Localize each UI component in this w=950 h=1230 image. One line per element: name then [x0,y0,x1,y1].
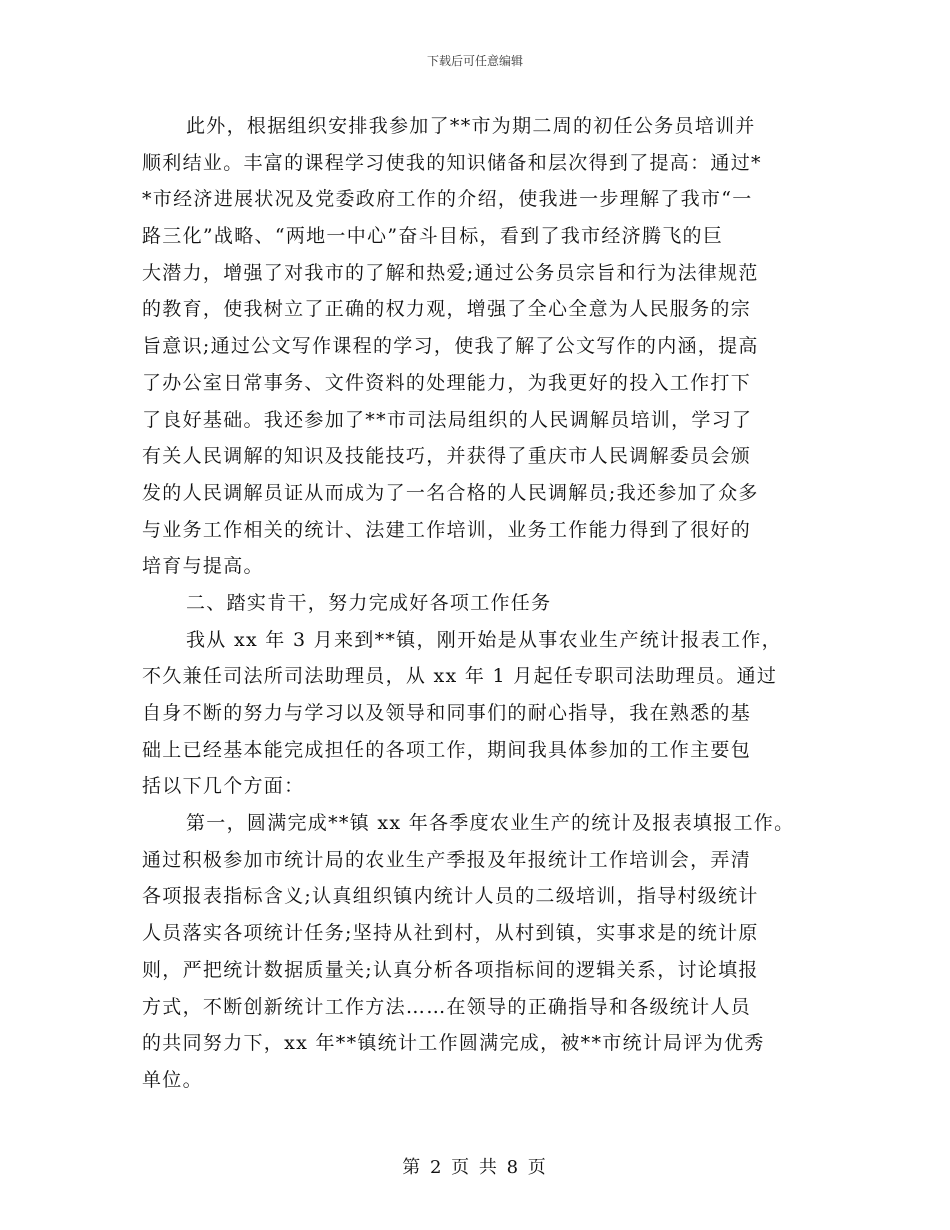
text-line: 则，严把统计数据质量关;认真分析各项指标间的逻辑关系，讨论填报 [142,958,759,981]
text-line: 第一，圆满完成**镇 xx 年各季度农业生产的统计及报表填报工作。 [186,812,795,835]
text-line: 础上已经基本能完成担任的各项工作，期间我具体参加的工作主要包 [142,738,752,761]
page-number: 第 2 页 共 8 页 [402,1157,548,1178]
text-line: 人员落实各项统计任务;坚持从社到村，从村到镇，实事求是的统计原 [142,922,759,945]
text-line: 通过积极参加市统计局的农业生产季报及年报统计工作培训会，弄清 [142,848,752,871]
text-line: *市经济进展状况及党委政府工作的介绍，使我进一步理解了我市“一 [142,188,753,211]
text-line: 括以下几个方面： [142,775,305,798]
text-line: 了良好基础。我还参加了**市司法局组织的人民调解员培训，学习了 [142,408,753,431]
text-line: 的共同努力下，xx 年**镇统计工作圆满完成，被**市统计局评为优秀 [142,1032,765,1055]
text-line: 路三化”战略、“两地一中心”奋斗目标，看到了我市经济腾飞的巨 [142,225,724,248]
text-line: 与业务工作相关的统计、法建工作培训，业务工作能力得到了很好的 [142,518,752,541]
text-line: 各项报表指标含义;认真组织镇内统计人员的二级培训，指导村级统计 [142,885,759,908]
page-header: 下载后可任意编辑 [426,54,523,68]
text-line: 的教育，使我树立了正确的权力观，增强了全心全意为人民服务的宗 [142,298,752,321]
text-line: 自身不断的努力与学习以及领导和同事们的耐心指导，我在熟悉的基 [142,702,752,724]
text-line: 了办公室日常事务、文件资料的处理能力，为我更好的投入工作打下 [142,371,752,394]
text-line: 此外，根据组织安排我参加了**市为期二周的初任公务员培训并 [186,115,756,137]
text-line: 不久兼任司法所司法助理员，从 xx 年 1 月起任专职司法助理员。通过 [142,665,778,688]
text-line: 顺利结业。丰富的课程学习使我的知识储备和层次得到了提高：通过* [142,151,762,174]
text-line: 培育与提高。 [142,555,264,578]
text-line: 方式，不断创新统计工作方法……在领导的正确指导和各级统计人员 [142,995,752,1018]
text-line: 发的人民调解员证从而成为了一名合格的人民调解员;我还参加了众多 [142,481,759,504]
text-line: 旨意识;通过公文写作课程的学习，使我了解了公文写作的内涵，提高 [142,335,759,358]
text-line: 我从 xx 年 3 月来到**镇，刚开始是从事农业生产统计报表工作， [186,628,782,651]
document-body [142,108,804,1099]
text-line: 单位。 [142,1068,203,1091]
section-heading: 二、踏实肯干，努力完成好各项工作任务 [186,591,552,614]
text-line: 有关人民调解的知识及技能技巧，并获得了重庆市人民调解委员会颁 [142,445,752,468]
text-line: 大潜力，增强了对我市的了解和热爱;通过公务员宗旨和行为法律规范 [142,261,759,284]
